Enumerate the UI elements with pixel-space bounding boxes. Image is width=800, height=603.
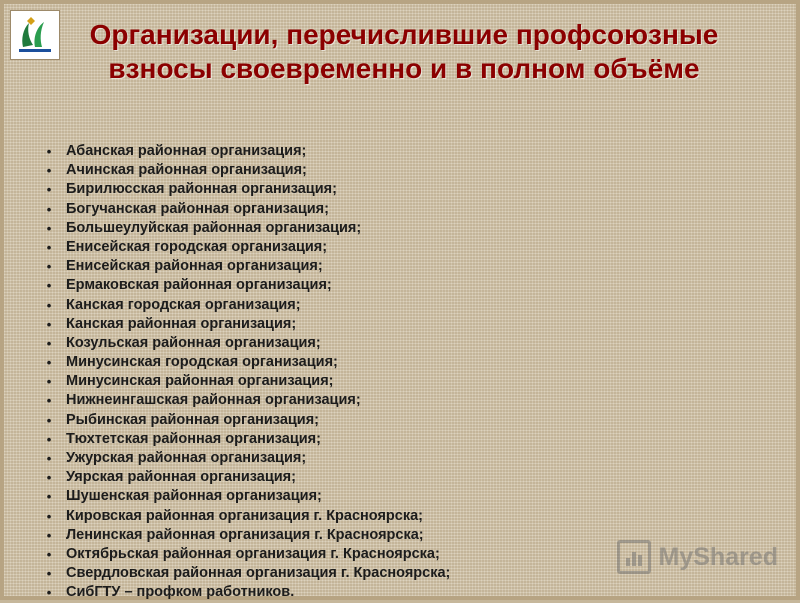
list-item-label: Ленинская районная организация г. Красноярска; [66,526,424,543]
list-item [32,238,772,257]
list-item [32,430,772,449]
page-title: Организации, перечислившие профсоюзные взносы своевременно и в полном объёме [89,19,719,85]
bullet-icon: • [46,316,52,332]
list-item [32,468,772,487]
bullet-icon: • [46,451,52,466]
bullet-icon: • [46,393,52,409]
bullet-icon: • [46,201,52,217]
list-item-label: Шушенская районная организация; [66,488,322,505]
list-item [32,334,772,353]
organization-list [32,142,772,603]
bullet-icon: • [46,355,52,371]
list-item [32,257,772,276]
bullet-icon: • [46,566,52,582]
bullet-icon: • [46,335,52,351]
myshared-watermark [617,540,778,574]
list-item-label: Ачинская районная организация; [66,162,307,179]
bullet-icon: • [46,585,52,601]
list-item [32,200,772,219]
bullet-icon: • [46,527,52,543]
list-item [32,449,772,468]
list-item [32,142,772,161]
list-item-label: Минусинская городская организация; [66,354,338,371]
list-item [32,487,772,506]
bullet-icon: • [46,546,52,562]
list-item-label: Енисейская районная организация; [66,258,323,275]
list-item [32,219,772,238]
bullet-icon: • [46,278,52,294]
list-item [32,372,772,391]
list-item-label: Свердловская районная организация г. Красноярска; [66,565,451,582]
bullet-icon: • [46,431,52,447]
bullet-icon: • [46,508,52,524]
bullet-icon: • [46,470,52,486]
list-item-label: Рыбинская районная организация; [66,411,320,428]
list-item-label: Минусинская районная организация; [66,373,334,390]
list-item-label: Уярская районная организация; [66,469,296,486]
list-item-label: Канская районная организация; [66,315,297,332]
list-item-label: Абанская районная организация; [66,143,307,159]
list-item [32,180,772,199]
bullet-icon: • [46,220,52,236]
list-item [32,391,772,410]
list-item [32,161,772,180]
chart-icon [617,540,651,574]
list-item-label: Октябрьская районная организация г. Красноярска; [66,545,440,562]
list-item [32,276,772,295]
bullet-icon: • [46,182,52,198]
list-item-label: Тюхтетская районная организация; [66,430,321,447]
list-item-label: Богучанская районная организация; [66,200,329,217]
list-item [32,296,772,315]
bullet-icon: • [46,144,52,159]
list-item-label: Нижнеингашская районная организация; [66,392,361,409]
list-item-label: Козульская районная организация; [66,334,321,351]
list-item-label: Канская городская организация; [66,296,301,313]
list-item-label: Ужурская районная организация; [66,450,307,466]
list-item-label: Кировская районная организация г. Красноярска; [66,507,423,524]
list-item-label: Большеулуйская районная организация; [66,219,362,236]
bullet-icon: • [46,374,52,390]
list-item [32,353,772,372]
list-item-label: Ермаковская районная организация; [66,277,332,294]
list-item-label: Бирилюсская районная организация; [66,181,337,198]
bullet-icon: • [46,489,52,505]
watermark-label: MyShared [658,542,778,571]
bullet-icon: • [46,297,52,313]
bullet-icon: • [46,259,52,275]
list-item [32,411,772,430]
list-item [32,315,772,334]
list-item-label: СибГТУ – профком работников. [66,584,295,601]
list-item [32,507,772,526]
list-item-label: Енисейская городская организация; [66,238,328,255]
bullet-icon: • [46,239,52,255]
bullet-icon: • [46,412,52,428]
bullet-icon: • [46,163,52,179]
